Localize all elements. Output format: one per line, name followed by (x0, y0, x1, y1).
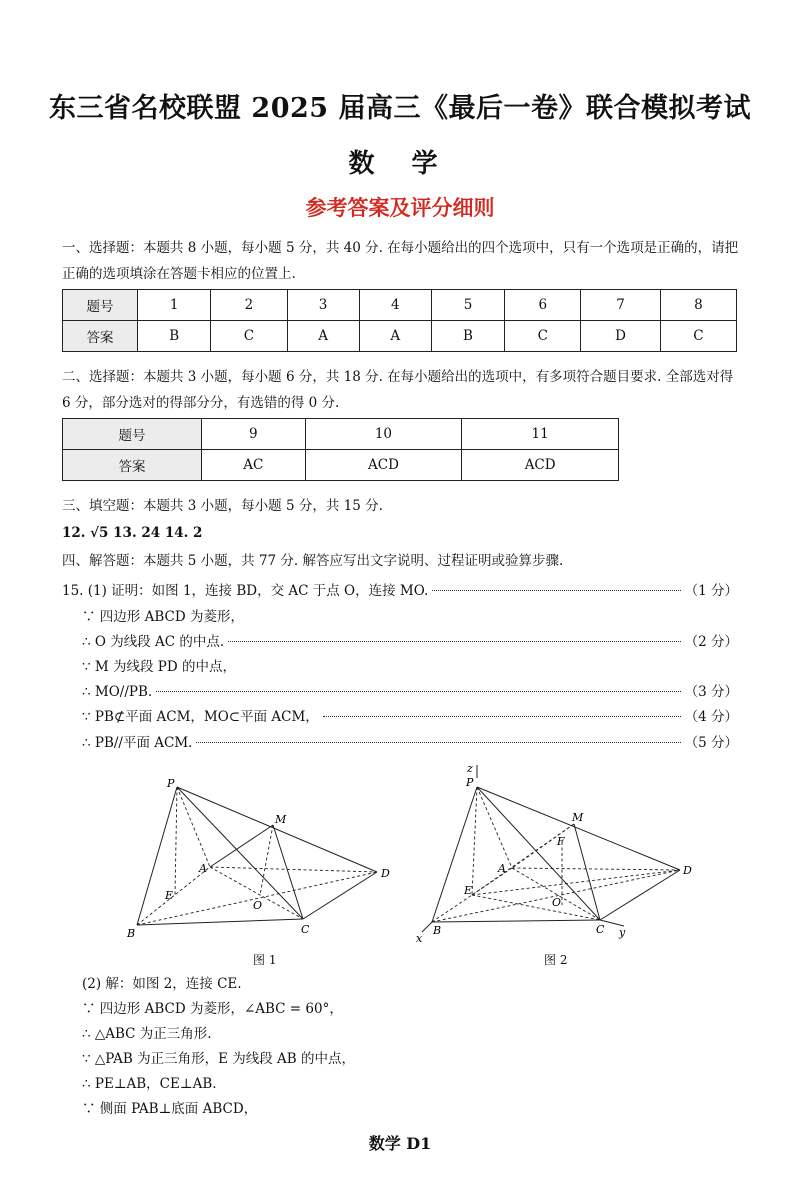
table-row (63, 450, 619, 481)
point-label-O: O (552, 896, 562, 909)
answer-cell: D (581, 321, 660, 352)
question-number: 11 (462, 419, 619, 450)
section2-answer-table (62, 418, 619, 481)
leader-dots (156, 691, 680, 692)
question-number: 3 (287, 290, 359, 321)
figure-1-pyramid (125, 775, 400, 945)
segment-PE-hidden (175, 787, 177, 895)
q15-line-text: ∴ MO//PB. (82, 684, 153, 700)
point-label-B: B (433, 924, 442, 937)
question-number: 4 (359, 290, 431, 321)
point-label-F: F (557, 835, 565, 848)
q15-part2-line (82, 1072, 738, 1097)
table-row (63, 290, 737, 321)
question-number: 10 (305, 419, 462, 450)
axis-label-z: z (467, 762, 473, 775)
section3-intro: 三、填空题：本题共 3 小题，每小题 5 分，共 15 分. (62, 498, 383, 514)
answer-cell: C (660, 321, 736, 352)
score-label: （2 分） (684, 634, 738, 650)
edge-BC (137, 919, 303, 925)
score-label: （1 分） (684, 583, 738, 599)
point-label-E: E (165, 889, 174, 902)
fill-in-answers: 12. √5 13. 24 14. 2 (62, 525, 203, 541)
q15-line-text: ∵ △PAB 为正三角形，E 为线段 AB 的中点， (82, 1051, 355, 1067)
section2-intro-line2: 6 分，部分选对的得部分分，有选错的得 0 分. (62, 395, 340, 411)
row-label: 答案 (63, 450, 202, 481)
q15-line-text: ∴ PB//平面 ACM. (82, 735, 193, 751)
question-number: 5 (431, 290, 504, 321)
q15-line-text: ∴ △ABC 为正三角形. (82, 1026, 212, 1042)
answer-key-heading: 参考答案及评分细则 (305, 195, 495, 220)
q15-line-text: ∴ PE⊥AB，CE⊥AB. (82, 1076, 217, 1092)
section4-intro: 四、解答题：本题共 5 小题，共 77 分. 解答应写出文字说明、过程证明或验算步骤. (62, 553, 564, 569)
section2-intro-line1: 二、选择题：本题共 3 小题，每小题 6 分，共 18 分. 在每小题给出的选项中，有多项符合题目要求. 全部选对得 (62, 369, 734, 385)
q15-line-text: ∵ 四边形 ABCD 为菱形，∠ABC = 60°， (82, 1001, 343, 1017)
question-number: 7 (581, 290, 660, 321)
row-label: 答案 (63, 321, 138, 352)
point-label-D: D (381, 867, 390, 880)
row-label: 题号 (63, 290, 138, 321)
edge-AB-hidden (137, 867, 210, 925)
diagonal-AC-hidden (512, 868, 600, 920)
question-number: 2 (211, 290, 287, 321)
answer-cell: A (287, 321, 359, 352)
point-label-A: A (199, 862, 207, 875)
q15-line (82, 630, 738, 655)
question-number: 9 (202, 419, 306, 450)
leader-dots (228, 641, 680, 642)
axis-x (422, 922, 432, 932)
q15-part2-line (82, 1097, 738, 1122)
point-label-M: M (275, 813, 287, 826)
answer-cell: A (359, 321, 431, 352)
question-number: 1 (138, 290, 211, 321)
q15-part2-line (82, 1047, 738, 1072)
question-number: 6 (505, 290, 581, 321)
q15-line (62, 579, 738, 604)
exam-title: 东三省名校联盟 2025 届高三《最后一卷》联合模拟考试 (49, 93, 751, 124)
edge-PC (177, 787, 303, 919)
edge-AD-hidden (512, 868, 680, 870)
point-label-E: E (464, 884, 473, 897)
figure-1-caption: 图 1 (253, 953, 277, 967)
leader-dots (323, 716, 681, 717)
edge-AD-hidden (210, 867, 377, 872)
answer-cell: C (211, 321, 287, 352)
q15-line-text: 15. (1) 证明：如图 1，连接 BD，交 AC 于点 O，连接 MO. (62, 583, 429, 599)
point-label-B: B (127, 927, 136, 940)
point-label-M: M (572, 811, 584, 824)
q15-line-text: (2) 解：如图 2，连接 CE. (82, 976, 242, 992)
axis-label-y: y (619, 926, 626, 939)
edge-PD (477, 787, 680, 870)
section1-intro (62, 235, 742, 287)
edge-CD (600, 870, 680, 920)
score-label: （5 分） (684, 735, 738, 751)
edge-PB (432, 787, 477, 922)
point-label-C: C (301, 923, 310, 936)
segment-MA-hidden (512, 824, 574, 868)
q15-line (82, 705, 738, 730)
figure-2-pyramid-coordinates (412, 760, 702, 945)
segment-MO-hidden (260, 825, 273, 895)
point-label-C: C (596, 923, 605, 936)
subject-heading: 数 学 (348, 149, 452, 179)
q15-part2-line (82, 972, 738, 997)
point-label-P: P (466, 776, 474, 789)
q15-line-text: ∵ M 为线段 PD 的中点， (82, 659, 236, 675)
edge-BC (432, 920, 600, 922)
q15-line (82, 731, 738, 756)
score-label: （3 分） (684, 684, 738, 700)
leader-dots (432, 590, 680, 591)
score-label: （4 分） (684, 709, 738, 725)
axis-label-x: x (416, 932, 423, 945)
q15-line-text: ∵ PB⊄平面 ACM，MO⊂平面 ACM， (82, 709, 319, 725)
figure-2-caption: 图 2 (544, 953, 568, 967)
page-footer: 数学 D1 (368, 1134, 432, 1153)
leader-dots (196, 742, 680, 743)
table-row (63, 419, 619, 450)
q15-line-text: ∵ 侧面 PAB⊥底面 ABCD， (82, 1101, 258, 1117)
q15-line-text: ∵ 四边形 ABCD 为菱形， (82, 609, 244, 625)
q15-part2-line (82, 1022, 738, 1047)
point-label-D: D (683, 864, 692, 877)
section1-intro-line2: 正确的选项填涂在答题卡相应的位置上. (62, 266, 296, 282)
edge-CD (303, 872, 377, 919)
row-label: 题号 (63, 419, 202, 450)
answer-cell: B (138, 321, 211, 352)
point-label-O: O (253, 899, 263, 912)
answer-cell: ACD (462, 450, 619, 481)
answer-cell: C (505, 321, 581, 352)
edge-PB (137, 787, 177, 925)
table-row (63, 321, 737, 352)
q15-line (82, 680, 738, 705)
segment-PE-hidden (472, 787, 477, 895)
q15-line-text: ∴ O 为线段 AC 的中点. (82, 634, 225, 650)
q15-part2-line (82, 997, 738, 1022)
answer-cell: B (431, 321, 504, 352)
question-number: 8 (660, 290, 736, 321)
section2-intro (62, 364, 742, 416)
point-label-P: P (167, 777, 175, 790)
answer-cell: AC (202, 450, 306, 481)
section1-answer-table (62, 289, 737, 352)
point-label-A: A (498, 862, 506, 875)
section1-intro-line1: 一、选择题：本题共 8 小题，每小题 5 分，共 40 分. 在每小题给出的四个选项中，只有一个选项是正确的，请把 (62, 240, 739, 256)
q15-line (82, 605, 738, 630)
answer-cell: ACD (305, 450, 462, 481)
q15-line (82, 655, 738, 680)
